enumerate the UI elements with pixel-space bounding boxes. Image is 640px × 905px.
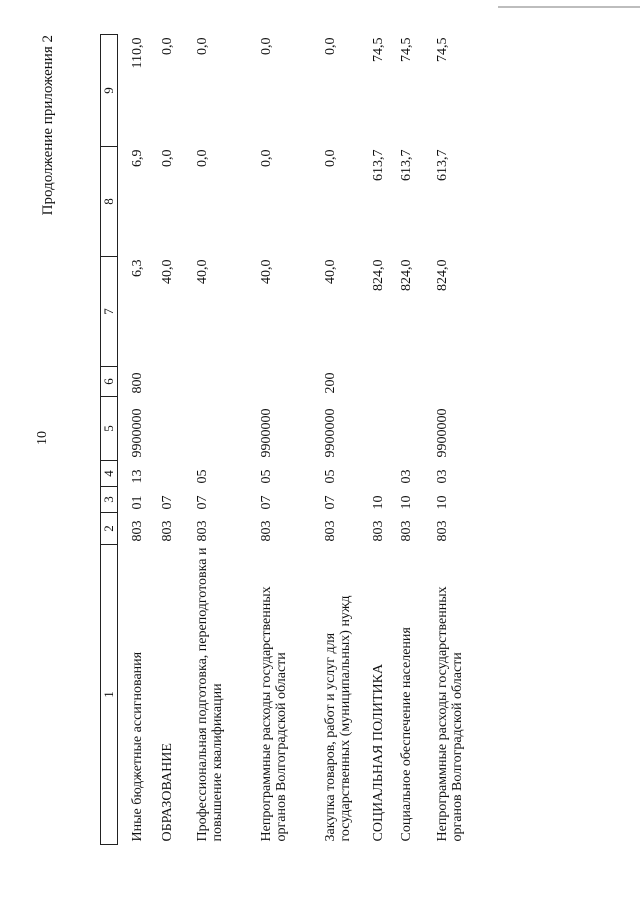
cell-c7: 824,0 (370, 259, 386, 291)
table-row (195, 35, 259, 845)
table-row (371, 35, 399, 845)
cell-c5: 9900000 (322, 408, 338, 458)
budget-table (100, 34, 499, 845)
cell-c6 (259, 367, 323, 397)
cell-c8: 613,7 (398, 149, 414, 181)
table-row (259, 35, 323, 845)
cell-c8: 613,7 (370, 149, 386, 181)
cell-c4: 05 (322, 469, 338, 484)
table-row (399, 35, 435, 845)
cell-c5 (399, 397, 435, 461)
column-header: 1 (101, 545, 118, 845)
cell-c2: 803 (159, 520, 175, 542)
cell-c8: 6,9 (130, 149, 145, 167)
row-name: Непрограммные расходы государственных органов Волгоградской области (434, 586, 465, 842)
cell-c5 (160, 397, 195, 461)
column-header: 5 (101, 397, 118, 461)
top-edge-line (498, 6, 640, 8)
row-name: СОЦИАЛЬНАЯ ПОЛИТИКА (370, 663, 386, 842)
cell-c9: 74,5 (370, 37, 386, 62)
cell-c6 (195, 367, 259, 397)
cell-c4: 13 (130, 469, 145, 484)
table-row (118, 35, 160, 845)
cell-c6: 800 (130, 372, 145, 394)
cell-c4: 05 (194, 469, 210, 484)
cell-c8: 0,0 (159, 149, 175, 167)
cell-c3: 07 (322, 495, 338, 510)
cell-c7: 6,3 (130, 259, 145, 277)
page-number: 10 (35, 431, 50, 445)
rotated-page-content (40, 35, 620, 845)
cell-c9: 0,0 (322, 37, 338, 55)
cell-c9: 74,5 (398, 37, 414, 62)
row-name: Профессиональная подготовка, переподготовка и повышение квалификации (194, 547, 225, 842)
cell-c6 (160, 367, 195, 397)
cell-c7: 40,0 (159, 259, 175, 284)
cell-c8: 0,0 (322, 149, 338, 167)
cell-c6 (399, 367, 435, 397)
column-header: 4 (101, 461, 118, 487)
cell-c4 (160, 461, 195, 487)
cell-c8: 0,0 (258, 149, 274, 167)
cell-c7: 40,0 (258, 259, 274, 284)
row-name: Социальное обеспечение населения (398, 627, 414, 842)
table-row (435, 35, 499, 845)
row-name: Непрограммные расходы государственных органов Волгоградской области (258, 586, 289, 842)
table-row (160, 35, 195, 845)
cell-c2: 803 (398, 520, 414, 542)
cell-c3: 07 (159, 495, 175, 510)
column-number-row (101, 35, 118, 845)
cell-c9: 74,5 (434, 37, 450, 62)
cell-c3: 01 (130, 495, 145, 510)
column-header: 7 (101, 257, 118, 367)
cell-c3: 10 (434, 495, 450, 510)
cell-c6: 200 (322, 372, 338, 394)
cell-c4: 03 (434, 469, 450, 484)
table-row (323, 35, 371, 845)
cell-c9: 0,0 (258, 37, 274, 55)
cell-c2: 803 (194, 520, 210, 542)
cell-c2: 803 (130, 520, 145, 542)
cell-c9: 0,0 (194, 37, 210, 55)
cell-c2: 803 (434, 520, 450, 542)
column-header: 3 (101, 487, 118, 513)
cell-c8: 0,0 (194, 149, 210, 167)
column-header: 8 (101, 147, 118, 257)
cell-c3: 07 (194, 495, 210, 510)
cell-c4: 05 (258, 469, 274, 484)
row-name: ОБРАЗОВАНИЕ (159, 743, 175, 842)
cell-c2: 803 (258, 520, 274, 542)
cell-c4 (371, 461, 399, 487)
cell-c5: 9900000 (130, 408, 145, 458)
cell-c2: 803 (370, 520, 386, 542)
cell-c2: 803 (322, 520, 338, 542)
cell-c3: 07 (258, 495, 274, 510)
cell-c6 (435, 367, 499, 397)
row-name: Закупка товаров, работ и услуг для государственных (муниципальных) нужд (322, 595, 353, 842)
cell-c7: 40,0 (322, 259, 338, 284)
cell-c7: 40,0 (194, 259, 210, 284)
cell-c4: 03 (398, 469, 414, 484)
cell-c3: 10 (370, 495, 386, 510)
cell-c5 (371, 397, 399, 461)
cell-c5 (195, 397, 259, 461)
cell-c7: 824,0 (434, 259, 450, 291)
row-name: Иные бюджетные ассигнования (130, 651, 145, 842)
cell-c5: 9900000 (434, 408, 450, 458)
column-header: 9 (101, 35, 118, 147)
column-header: 2 (101, 513, 118, 545)
cell-c6 (371, 367, 399, 397)
cell-c7: 824,0 (398, 259, 414, 291)
cell-c3: 10 (398, 495, 414, 510)
cell-c5: 9900000 (258, 408, 274, 458)
cell-c9: 110,0 (130, 37, 145, 69)
cell-c9: 0,0 (159, 37, 175, 55)
column-header: 6 (101, 367, 118, 397)
cell-c8: 613,7 (434, 149, 450, 181)
appendix-caption: Продолжение приложения 2 (40, 35, 56, 216)
